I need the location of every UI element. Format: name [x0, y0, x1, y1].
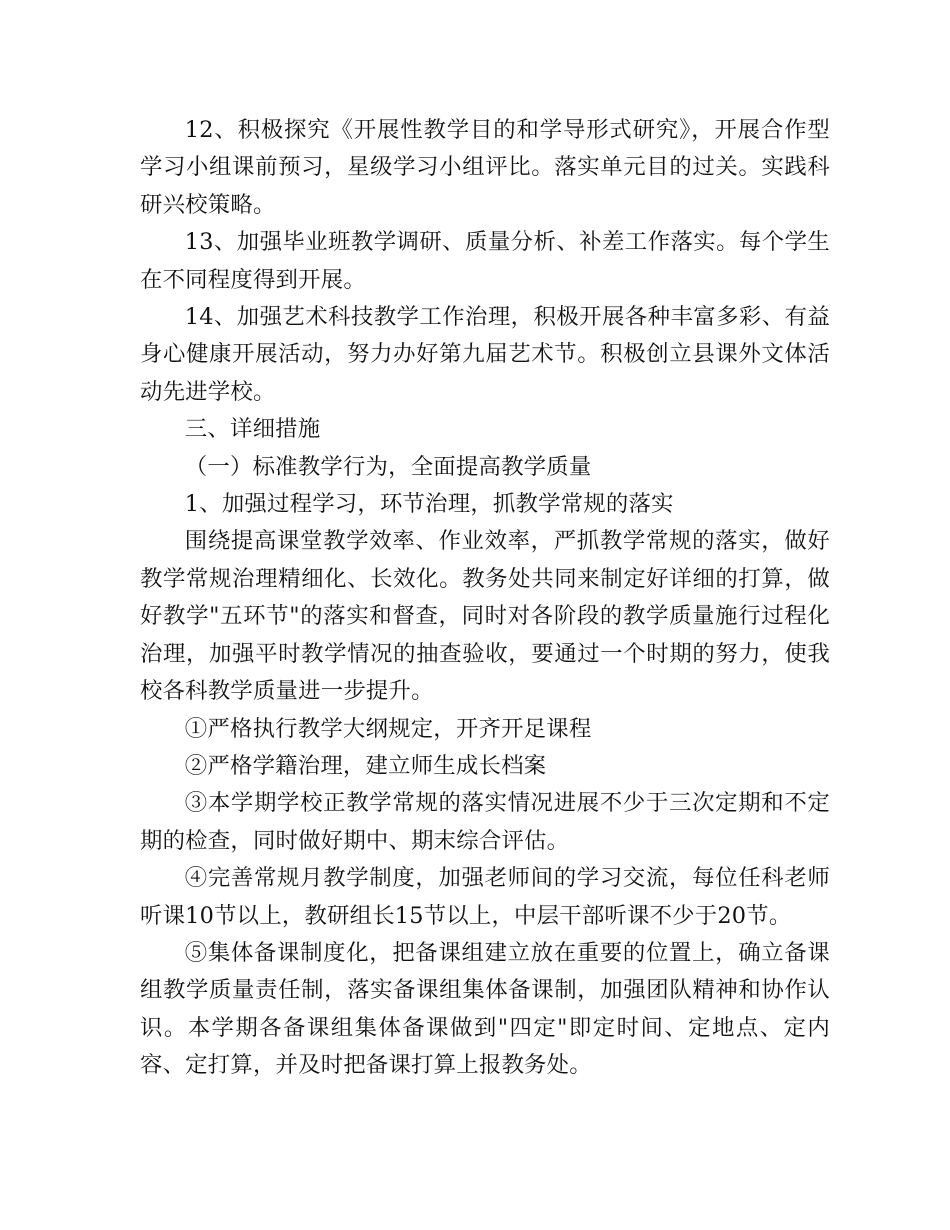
circled-item-1: ①严格执行教学大纲规定，开齐开足课程	[184, 715, 592, 742]
circled-item-5: ⑤集体备课制度化，把备课组建立放在重要的位置上，确立备课组教学质量责任制，落实备课组集体备课制，加强团队精神和协作认识。本学期各备课组集体备课做到"四定"即定时间、定地点、定内容、定打算，并及时把备课打算上报教务处。	[140, 939, 830, 1079]
subsection-heading: （一）标准教学行为，全面提高教学质量	[184, 453, 592, 480]
numbered-heading: 1、加强过程学习，环节治理，抓教学常规的落实	[184, 491, 674, 518]
circled-item-4: ④完善常规月教学制度，加强老师间的学习交流，每位任科老师听课10节以上，教研组长15节以上，中层干部听课不少于20节。	[140, 865, 830, 929]
paragraph-item-13: 13、加强毕业班教学调研、质量分析、补差工作落实。每个学生在不同程度得到开展。	[140, 229, 830, 293]
section-heading: 三、详细措施	[184, 416, 321, 443]
body-paragraph: 围绕提高课堂教学效率、作业效率，严抓教学常规的落实，做好教学常规治理精细化、长效化。教务处共同来制定好详细的打算，做好教学"五环节"的落实和督查，同时对各阶段的教学质量施行过程化治理，加强平时教学情况的抽查验收，要通过一个时期的努力，使我校各科教学质量进一步提升。	[140, 528, 830, 705]
circled-item-3: ③本学期学校正教学常规的落实情况进展不少于三次定期和不定期的检查，同时做好期中、期末综合评估。	[140, 790, 830, 854]
document-body	[140, 112, 830, 1085]
circled-item-2: ②严格学籍治理，建立师生成长档案	[184, 752, 547, 779]
paragraph-item-14: 14、加强艺术科技教学工作治理，积极开展各种丰富多彩、有益身心健康开展活动，努力办好第九届艺术节。积极创立县课外文体活动先进学校。	[140, 304, 830, 405]
paragraph-item-12: 12、积极探究《开展性教学目的和学导形式研究》，开展合作型学习小组课前预习，星级学习小组评比。落实单元目的过关。实践科研兴校策略。	[140, 117, 830, 218]
